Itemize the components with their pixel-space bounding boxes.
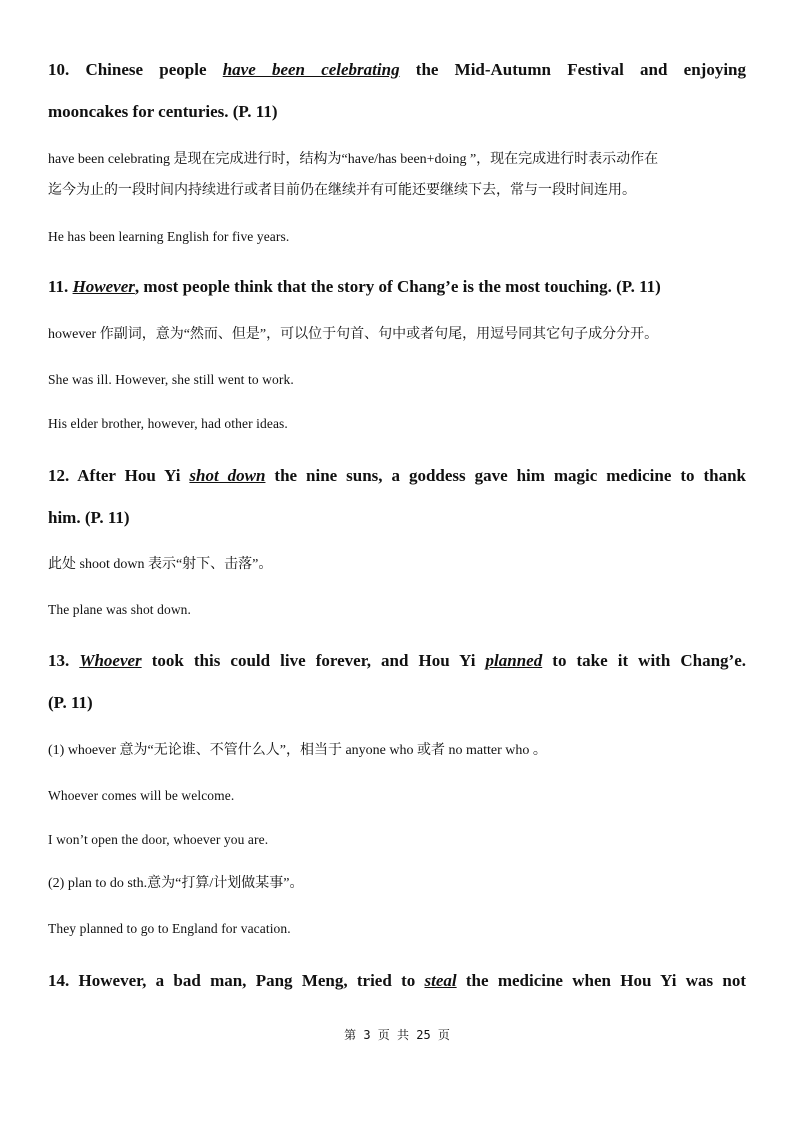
item-12-suffix: the nine suns, a goddess gave him magic medicine to thank bbox=[265, 466, 746, 485]
item-14-heading-line1 bbox=[48, 970, 746, 991]
item-13-middle: took this could live forever, and Hou Yi bbox=[141, 651, 486, 670]
item-13-keyword-2: planned bbox=[485, 651, 543, 670]
item-10-note-line2: 迄今为止的一段时间内持续进行或者目前仍在继续并有可能还要继续下去，常与一段时间连用。 bbox=[48, 183, 636, 198]
item-13-suffix: to take it with Chang’e. bbox=[542, 651, 747, 670]
item-13-note-line2: (2) plan to do sth.意为“打算/计划做某事”。 bbox=[48, 876, 304, 891]
item-11-keyword: However bbox=[72, 277, 135, 296]
page-footer bbox=[0, 1026, 794, 1043]
item-12-keyword: shot down bbox=[189, 466, 266, 485]
item-14-keyword: steal bbox=[424, 971, 457, 990]
item-10-note-line1: have been celebrating 是现在完成进行时，结构为“have/has been+doing ”，现在完成进行时表示动作在 bbox=[48, 152, 659, 167]
item-13-note-line1: (1) whoever 意为“无论谁、不管什么人”，相当于 anyone who 或者 no matter who 。 bbox=[48, 743, 547, 758]
item-10-heading-line1 bbox=[48, 59, 746, 80]
item-13-heading-line2: (P. 11) bbox=[48, 693, 93, 712]
item-11-note-line1: however 作副词，意为“然而、但是”，可以位于句首、句中或者句尾，用逗号同其它句子成分分开。 bbox=[48, 327, 659, 342]
item-10-heading-line2: mooncakes for centuries. (P. 11) bbox=[48, 102, 278, 121]
item-10-suffix: the Mid-Autumn Festival and enjoying bbox=[399, 60, 746, 79]
item-14-prefix: 14. However, a bad man, Pang Meng, tried to bbox=[48, 971, 425, 990]
item-12-heading-line1 bbox=[48, 465, 746, 486]
item-13-keyword-1: Whoever bbox=[79, 651, 142, 670]
item-11-heading bbox=[48, 276, 746, 297]
page-number-label: 第 3 页 共 25 页 bbox=[344, 1028, 450, 1042]
item-12-example-1: The plane was shot down. bbox=[48, 602, 191, 617]
item-13-example-1: Whoever comes will be welcome. bbox=[48, 788, 235, 803]
item-13-heading-line1 bbox=[48, 650, 746, 671]
item-12-heading-line2: him. (P. 11) bbox=[48, 508, 130, 527]
item-13-prefix: 13. bbox=[48, 651, 80, 670]
item-10-example-1: He has been learning English for five years. bbox=[48, 229, 290, 244]
item-12-note-line1: 此处 shoot down 表示“射下、击落”。 bbox=[48, 557, 273, 572]
item-13-example-2: I won’t open the door, whoever you are. bbox=[48, 832, 269, 847]
item-14-suffix: the medicine when Hou Yi was not bbox=[456, 971, 746, 990]
item-10-prefix: 10. Chinese people bbox=[48, 60, 223, 79]
item-11-prefix: 11. bbox=[48, 277, 73, 296]
item-13-example-3: They planned to go to England for vacation. bbox=[48, 921, 291, 936]
item-11-example-2: His elder brother, however, had other ideas. bbox=[48, 416, 288, 431]
item-11-suffix: , most people think that the story of Chang’e is the most touching. (P. 11) bbox=[134, 277, 661, 296]
item-11-example-1: She was ill. However, she still went to work. bbox=[48, 372, 294, 387]
item-10-keyword: have been celebrating bbox=[222, 60, 400, 79]
item-12-prefix: 12. After Hou Yi bbox=[48, 466, 190, 485]
